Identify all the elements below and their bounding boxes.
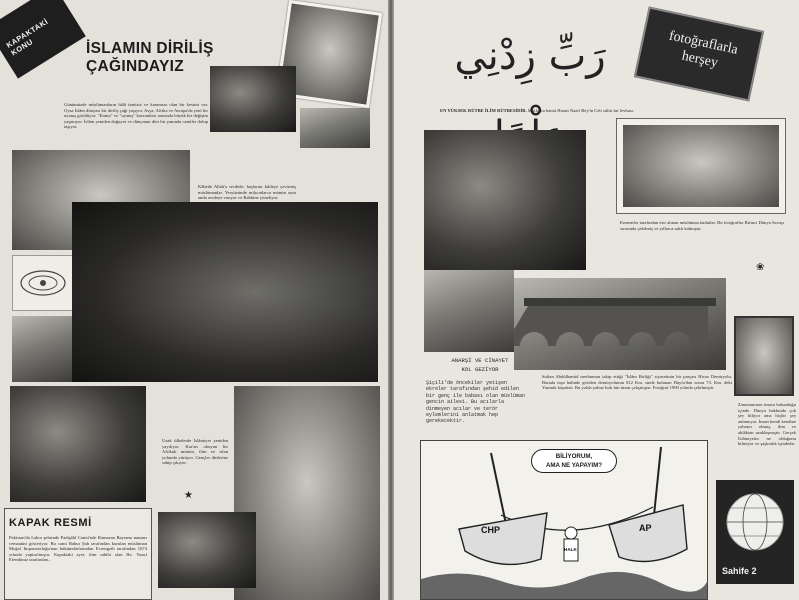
flower-icon: ❀ [756, 262, 765, 273]
subtitle [440, 108, 634, 124]
photo-two-men [424, 130, 586, 270]
caption-middle: Kâbede Allah'a secdede, başlarını kıbleye çevirmiş müslümanlar. Yeryüzünde milyonlarca mümin aynı anda secdeye varıyor ve Rabbine yöneliyor. [198, 184, 296, 201]
cartoon-bubble [531, 449, 617, 473]
photo-elder [424, 270, 514, 352]
cover-heading: KAPAK RESMİ [9, 517, 92, 529]
caption-portrait: Zamanımızın insanı bulunduğu içinde. Dünya hakkında çok şey biliyor ama hiçbir şey anlamıyor. İnsan kendi kendine yabancı olmuş, ilim ve ahlâktan uzaklaşmıştır. Gerçek İslâmiyetin ne olduğunu bilmiyor ve şaşkınlık içindedir. [738, 402, 796, 447]
ornament-box [12, 255, 74, 311]
photo-women [300, 108, 370, 148]
cartoon [420, 440, 708, 600]
caption-women: Ermeniler tarafından esir alınan müslüman kadınlar. Bu fotoğraflar Birinci Dünya Savaşı sırasında çekilmiş ve yıllarca saklı kalmıştır. [620, 220, 784, 231]
corner-tag-text: KAPAKTAKİ KONU [4, 16, 50, 58]
photo-women-chador-frame [616, 118, 786, 214]
ornament-icon [13, 256, 73, 310]
corner-page-label: Sahife 2 [722, 566, 757, 576]
photo-portrait [734, 316, 794, 396]
corner-tag [0, 0, 86, 79]
section-heading [420, 356, 540, 374]
photo-gathering [210, 66, 296, 132]
headline-line-1: İSLAMIN DİRİLİŞ [86, 40, 214, 57]
cover-box [4, 508, 152, 600]
section-heading-line-2: KOL GEZİYOR [461, 366, 499, 373]
bridge-arches-icon [514, 278, 726, 370]
headline-line-2: ÇAĞINDAYIZ [86, 58, 185, 75]
subtitle-rest: Mutfakta hattat Hasan Nazif Bey'in Celi sülüs bir levhası. [527, 108, 634, 113]
photo-mosque [12, 316, 72, 382]
section-text: Şiçili'de öncekiler yetişen ekreler tarafından şehid edilen bir genç ile babası olan müslüman gencin ailesi. Bu acılarla dinmeyen acılar ve terör eylemlerini anlatmak hep gerekecektir. [426, 380, 526, 425]
globe-box [716, 480, 794, 584]
globe-icon [716, 480, 794, 560]
subtitle-bold: EN YÜKSEK RÜTBE İLİM RÜTBESİDİR. [440, 108, 527, 113]
photo-bottom-small [158, 512, 256, 588]
caption-bridge: Sultan Abdülhamid merhumun takip ettiği "İslâm Birliği" siyasetinin bir parçası Hicaz Demiryolu. Burada inşa halinde görülen demiryolunun 812 Km. sinde bulunan Hayfa'dan sonra 73. Km. deki Yarmuk köprüsü. Bu yolda yalnız kırk bin insan çalışmıştır. Fotoğraf 1900 yılında çekilmiştir. [542, 374, 732, 391]
caption-lower: Uzak ülkelerde İslâmiyet yeniden yayılıyor. Kur'an okuyan bir Afrikalı mümin, ilim ve irfan yolunda yürüyor. Gençler dinlerine sahip çıkıyor. [162, 438, 228, 466]
calligraphy: رَبِّ زِدْنِي [454, 33, 606, 79]
stamp-text: fotoğraflarla herşey [667, 28, 740, 71]
photo-fallen-soldiers [72, 202, 378, 382]
stamp [634, 7, 764, 102]
photo-bridge [514, 278, 726, 370]
cover-text: Pakistan'da Lahor şehrinde Padişâhî Camii'nde Ramazan Bayramı namazı cemaatini gösteriyor. Bu cami Babur Şah tarafından kurulan müslüman Moğol İmparatorluğu'nun hükümdarlarından Evrengzib tarafından 1674 yılında yaptırılmıştır. Kapaktaki ayet, ilim sahibi olan Hz. Yusuf Efendimiz tarafından... [9, 535, 147, 563]
cartoon-boat-left-label: CHP [481, 525, 501, 535]
left-page [0, 0, 388, 600]
cartoon-bubble-line-1: BİLİYORUM, [555, 453, 593, 460]
star-icon: ★ [184, 490, 193, 501]
cartoon-boat-right-label: AP [639, 523, 652, 533]
photo-women-chador [623, 125, 779, 207]
right-page [394, 0, 799, 600]
section-heading-line-1: ANARŞİ VE CİNAYET [451, 357, 509, 364]
intro-text: Günümüzde müslümanların hâlâ ümitsiz ve karamsar olan bir kesimi var. Oysa İslâm dünyası bir diriliş çağı yaşıyor. Asya, Afrika ve Avrupa'da yeni bir uyanış görülüyor. "Kamu" ve "uyanış" kavramları arasında büyük bir değişim yaşanıyor. İslâm yeniden doğuyor ve dünyanın dört bir yanında camiler dolup taşıyor. [64, 102, 208, 130]
photo-prayer-crowd [10, 386, 146, 502]
cartoon-bubble-line-2: AMA NE YAPAYIM? [545, 461, 603, 469]
cartoon-figure-label: HALK [564, 547, 577, 552]
